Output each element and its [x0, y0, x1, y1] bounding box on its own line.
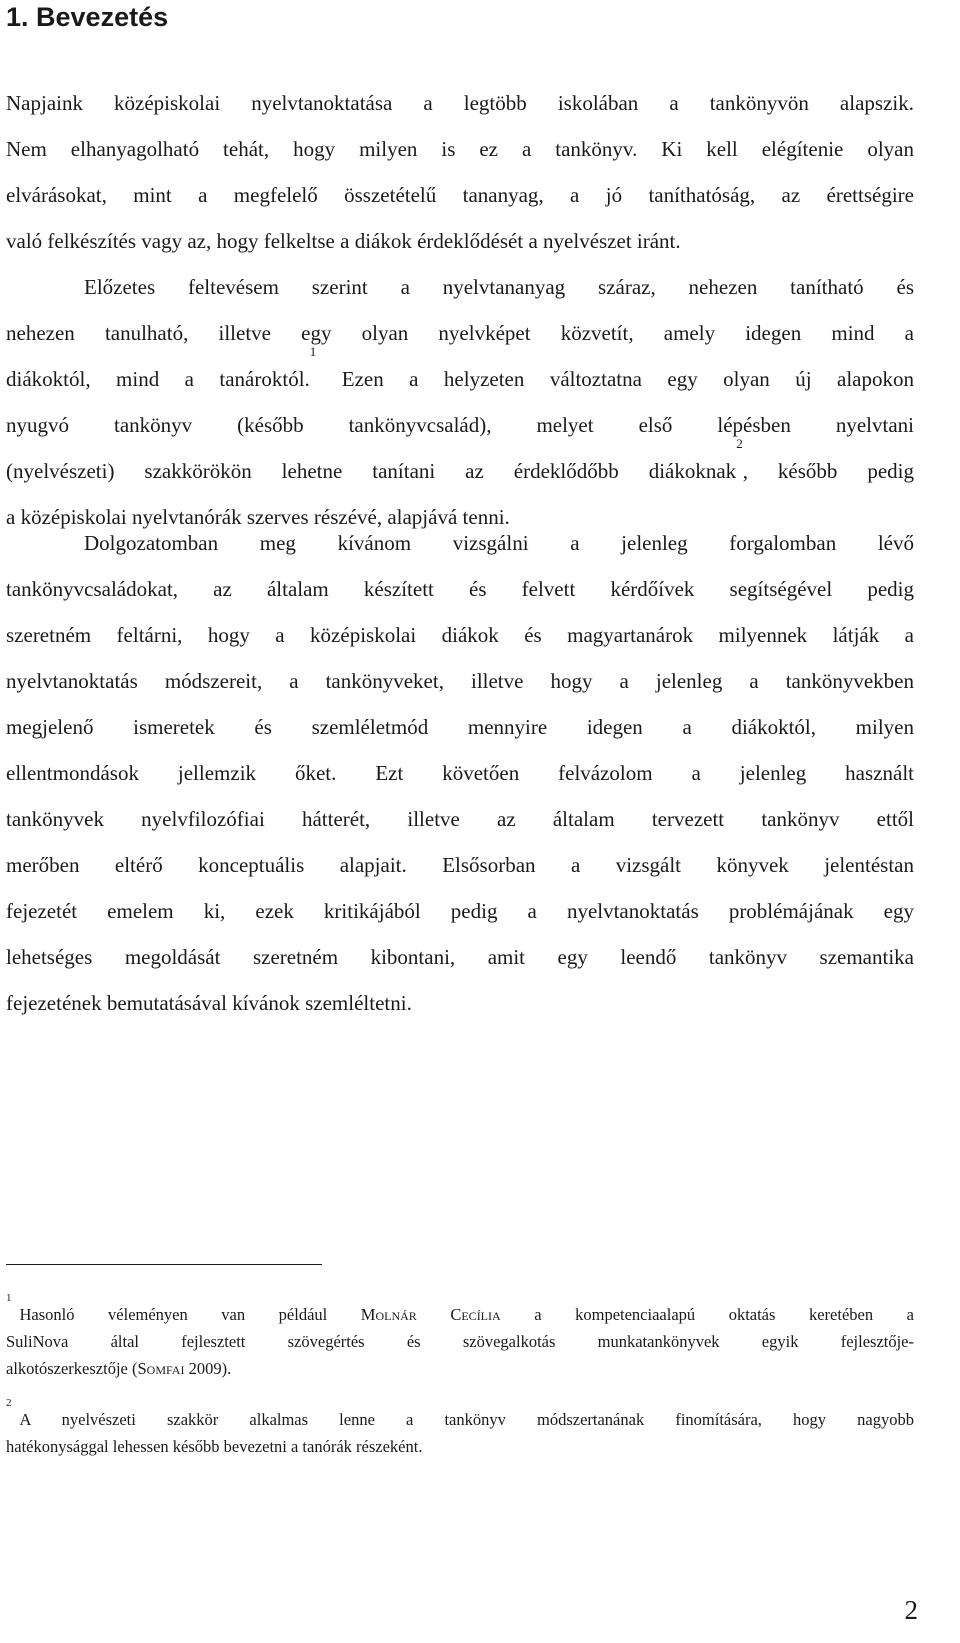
paragraph-line: Napjaink középiskolai nyelvtanoktatása a legtöbb iskolában a tankönyvön alapszik. [6, 91, 914, 115]
paragraph-line: megjelenő ismeretek és szemléletmód mennyire idegen a diákoktól, milyen [6, 715, 914, 739]
paragraph-line [6, 436, 914, 494]
footnote-mark: 1 [6, 1292, 12, 1304]
paragraph-line [6, 344, 915, 402]
footnote-line: SuliNova által fejlesztett szövegértés és szövegalkotás munkatankönyvek egyik fejlesztője- [6, 1332, 914, 1351]
footnote-reference-1[interactable]: 1 [309, 344, 317, 359]
paragraph-line: tankönyvcsaládokat, az általam készített és felvett kérdőívek segítségével pedig [6, 577, 914, 601]
footnote-line [6, 1292, 914, 1328]
line-text: Ezen a helyzeten változtatna egy olyan új alapokon [316, 367, 915, 391]
paragraph-line: elvárásokat, mint a megfelelő összetételű tananyag, a jó taníthatóság, az érettségire [6, 183, 914, 207]
author-name: Molnár Cecília [360, 1305, 501, 1324]
paragraph-line: Dolgozatomban meg kívánom vizsgálni a jelenleg forgalomban lévő [84, 531, 914, 555]
paragraph-line: szeretném feltárni, hogy a középiskolai diákok és magyartanárok milyennek látják a [6, 623, 914, 647]
footnote-mark: 2 [6, 1397, 12, 1409]
line-text: (nyelvészeti) szakkörökön lehetne tanítani az érdeklődőbb diákoknak [6, 459, 737, 483]
paragraph-line: a középiskolai nyelvtanórák szerves részévé, alapjává tenni. [6, 505, 510, 529]
paragraph-line: nyugvó tankönyv (később tankönyvcsalád), melyet első lépésben nyelvtani [6, 413, 914, 437]
paragraph-line: fejezetének bemutatásával kívánok szemléltetni. [6, 991, 412, 1015]
footnote-text: alkotószerkesztője ( [6, 1359, 138, 1378]
footnote-line: hatékonysággal lehessen később bevezetni a tanórák részeként. [6, 1437, 423, 1456]
intro-paragraph [6, 80, 914, 540]
paragraph-line: Nem elhanyagolható tehát, hogy milyen is ez a tankönyv. Ki kell elégítenie olyan [6, 137, 914, 161]
footnote-line [6, 1355, 914, 1382]
paragraph-line: Előzetes feltevésem szerint a nyelvtananyag száraz, nehezen tanítható és [84, 275, 914, 299]
footnote-text: a kompetenciaalapú oktatás keretében a [500, 1305, 914, 1324]
footnote-reference-2[interactable]: 2 [736, 436, 743, 451]
line-text: diákoktól, mind a tanároktól. [6, 367, 310, 391]
footnote-separator [6, 1264, 322, 1265]
footnote-text: Hasonló véleményen van például [19, 1305, 361, 1324]
paragraph-line: tankönyvek nyelvfilozófiai hátterét, illetve az általam tervezett tankönyv ettől [6, 807, 914, 831]
paragraph-line: nehezen tanulható, illetve egy olyan nyelvképet közvetít, amely idegen mind a [6, 321, 914, 345]
footnote-text: A nyelvészeti szakkör alkalmas lenne a tankönyv módszertanának finomítására, hogy nagyobb [19, 1410, 914, 1429]
paragraph-line: való felkészítés vagy az, hogy felkeltse a diákok érdeklődését a nyelvészet iránt. [6, 229, 681, 253]
footnote-line [6, 1397, 914, 1433]
paragraph-line: fejezetét emelem ki, ezek kritikájából pedig a nyelvtanoktatás problémájának egy [6, 899, 914, 923]
footnote-1 [6, 1292, 914, 1382]
footnote-2 [6, 1397, 914, 1460]
paragraph-line: ellentmondások jellemzik őket. Ezt követően felvázolom a jelenleg használt [6, 761, 914, 785]
section-heading: 1. Bevezetés [6, 2, 169, 32]
page-number: 2 [904, 1595, 918, 1625]
line-text: , később pedig [742, 459, 914, 483]
paragraph-line: merőben eltérő konceptuális alapjait. Elsősorban a vizsgált könyvek jelentéstan [6, 853, 914, 877]
aims-paragraph [6, 520, 914, 1026]
author-name: Somfai [137, 1359, 185, 1378]
footnote-text: 2009). [184, 1359, 232, 1378]
paragraph-line: lehetséges megoldását szeretném kibontani, amit egy leendő tankönyv szemantika [6, 945, 914, 969]
paragraph-line: nyelvtanoktatás módszereit, a tankönyveket, illetve hogy a jelenleg a tankönyvekben [6, 669, 914, 693]
